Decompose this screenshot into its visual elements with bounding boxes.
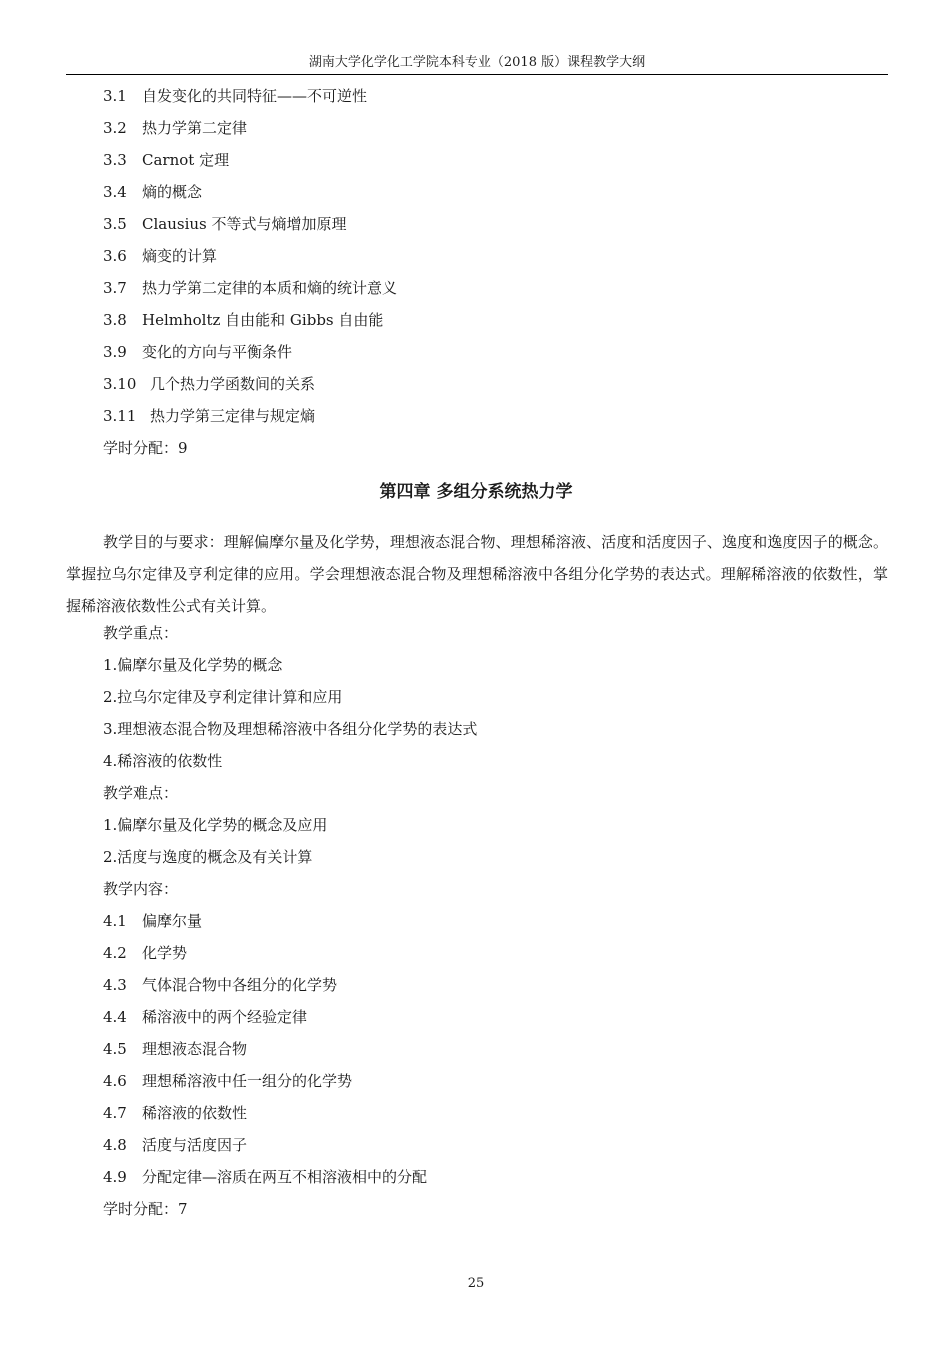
chapter-title: 第四章 多组分系统热力学 — [379, 482, 573, 502]
item-number: 4.2 — [103, 944, 127, 962]
ch4-item — [103, 1135, 247, 1155]
ch4-item — [103, 943, 187, 963]
item-text: 稀溶液中的两个经验定律 — [142, 1008, 308, 1026]
ch3-item — [103, 374, 315, 394]
item-text: Clausius 不等式与熵增加原理 — [142, 215, 347, 233]
key-point: 2.拉乌尔定律及亨利定律计算和应用 — [103, 688, 343, 706]
item-number: 3.10 — [103, 375, 137, 393]
item-number: 4.5 — [103, 1040, 127, 1058]
ch3-item — [103, 278, 397, 298]
ch4-item — [103, 975, 337, 995]
ch3-item — [103, 214, 347, 234]
item-text: 化学势 — [142, 944, 188, 962]
item-text: 自发变化的共同特征——不可逆性 — [142, 87, 368, 105]
item-number: 4.1 — [103, 912, 127, 930]
ch3-hours: 学时分配：9 — [103, 439, 188, 457]
item-text: 理想液态混合物 — [142, 1040, 248, 1058]
item-number: 3.9 — [103, 343, 127, 361]
item-text: 几个热力学函数间的关系 — [150, 375, 316, 393]
item-text: 熵变的计算 — [142, 247, 218, 265]
item-number: 3.1 — [103, 87, 127, 105]
ch4-hours: 学时分配：7 — [103, 1200, 188, 1218]
item-text: 活度与活度因子 — [142, 1136, 248, 1154]
item-text: 理想稀溶液中任一组分的化学势 — [142, 1072, 353, 1090]
objectives-paragraph: 教学目的与要求：理解偏摩尔量及化学势，理想液态混合物、理想稀溶液、活度和活度因子、逸度和逸度因子的概念。掌握拉乌尔定律及亨利定律的应用。学会理想液态混合物及理想稀溶液中各组分化学势的表达式。理解稀溶液的依数性，掌握稀溶液依数性公式有关计算。 — [66, 533, 888, 615]
item-number: 4.9 — [103, 1168, 127, 1186]
ch3-item — [103, 342, 292, 362]
item-text: 热力学第二定律 — [142, 119, 248, 137]
item-number: 3.2 — [103, 119, 127, 137]
header-rule — [66, 74, 888, 75]
ch3-item — [103, 246, 217, 266]
item-text: 热力学第三定律与规定熵 — [150, 407, 316, 425]
item-number: 4.6 — [103, 1072, 127, 1090]
item-number: 4.4 — [103, 1008, 127, 1026]
key-point: 1.偏摩尔量及化学势的概念 — [103, 656, 283, 674]
item-text: 熵的概念 — [142, 183, 203, 201]
item-number: 3.6 — [103, 247, 127, 265]
item-text: 变化的方向与平衡条件 — [142, 343, 293, 361]
ch4-item — [103, 1007, 307, 1027]
item-number: 4.8 — [103, 1136, 127, 1154]
ch4-item — [103, 911, 202, 931]
item-text: 分配定律—溶质在两互不相溶液相中的分配 — [142, 1168, 428, 1186]
item-number: 3.11 — [103, 407, 137, 425]
item-number: 3.4 — [103, 183, 127, 201]
running-header: 湖南大学化学化工学院本科专业（2018 版）课程教学大纲 — [308, 55, 646, 70]
item-text: 稀溶液的依数性 — [142, 1104, 248, 1122]
ch4-item — [103, 1071, 352, 1091]
content-label: 教学内容： — [103, 880, 179, 898]
difficulty: 1.偏摩尔量及化学势的概念及应用 — [103, 816, 328, 834]
difficulties-label: 教学难点： — [103, 784, 179, 802]
ch3-item — [103, 406, 315, 426]
key-points-label: 教学重点： — [103, 624, 179, 642]
item-number: 3.5 — [103, 215, 127, 233]
item-number: 3.8 — [103, 311, 127, 329]
page-number: 25 — [467, 1276, 485, 1291]
key-point: 3.理想液态混合物及理想稀溶液中各组分化学势的表达式 — [103, 720, 478, 738]
ch3-item — [103, 310, 383, 330]
item-number: 4.3 — [103, 976, 127, 994]
item-text: Helmholtz 自由能和 Gibbs 自由能 — [142, 311, 384, 329]
ch3-item — [103, 86, 367, 106]
item-text: 偏摩尔量 — [142, 912, 203, 930]
ch4-item — [103, 1039, 247, 1059]
ch4-item — [103, 1103, 247, 1123]
ch3-item — [103, 118, 247, 138]
ch3-item — [103, 150, 229, 170]
ch3-item — [103, 182, 202, 202]
item-number: 4.7 — [103, 1104, 127, 1122]
item-text: 气体混合物中各组分的化学势 — [142, 976, 338, 994]
key-point: 4.稀溶液的依数性 — [103, 752, 223, 770]
difficulty: 2.活度与逸度的概念及有关计算 — [103, 848, 313, 866]
item-text: Carnot 定理 — [142, 151, 230, 169]
item-number: 3.7 — [103, 279, 127, 297]
item-number: 3.3 — [103, 151, 127, 169]
item-text: 热力学第二定律的本质和熵的统计意义 — [142, 279, 398, 297]
ch4-item — [103, 1167, 427, 1187]
